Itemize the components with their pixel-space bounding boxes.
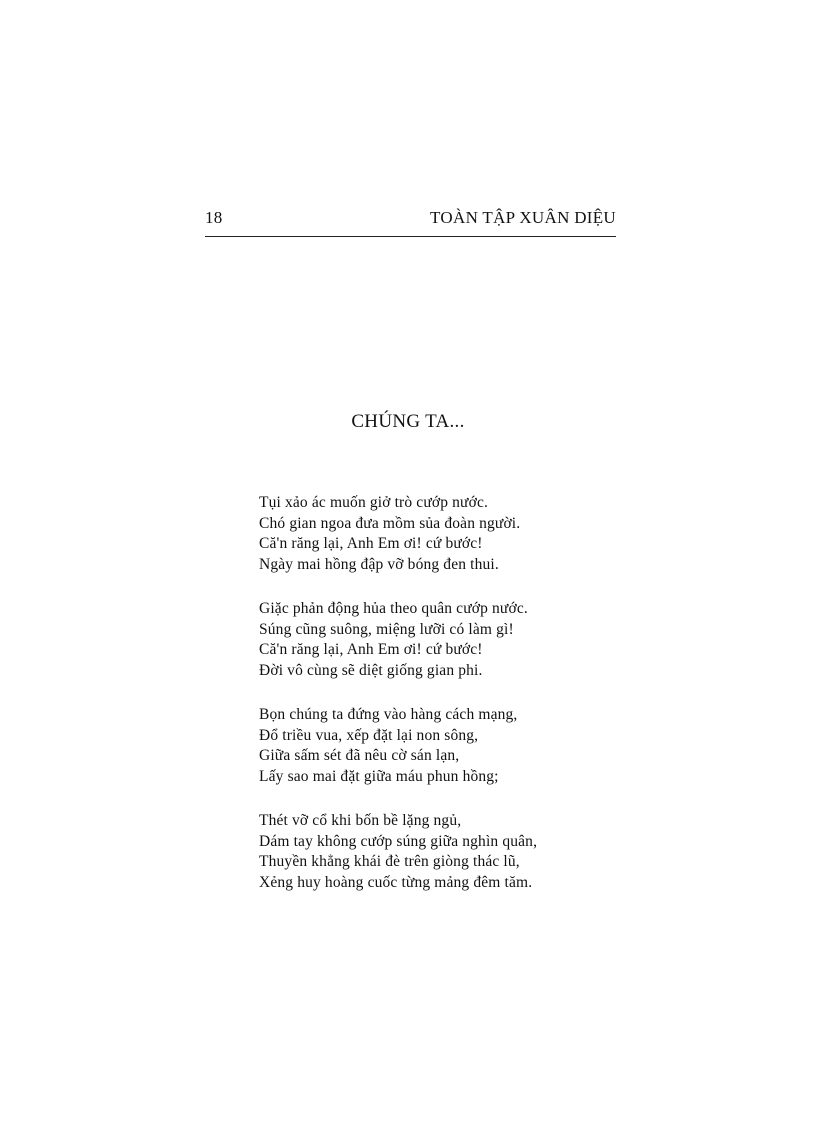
page-header (205, 206, 616, 237)
verse-line: Giặc phản động hủa theo quân cướp nước. (259, 600, 528, 617)
page-number: 18 (205, 208, 223, 227)
verse-line: Xẻng huy hoàng cuốc từng mảng đêm tăm. (259, 873, 533, 891)
poem-title: CHÚNG TA... (351, 411, 465, 432)
verse-line: Chó gian ngoa đưa mồm sủa đoàn người. (259, 514, 521, 532)
verse-line: Tụi xảo ác muốn giở trò cướp nước. (259, 494, 488, 511)
verse-line: Că'n răng lại, Anh Em ơi! cứ bước! (259, 535, 483, 552)
verse-line: Că'n răng lại, Anh Em ơi! cứ bước! (259, 641, 483, 658)
running-title: TOÀN TẬP XUÂN DIỆU (430, 208, 616, 227)
verse-line: Giữa sấm sét đã nêu cờ sán lạn, (259, 747, 460, 764)
stanza-4 (259, 811, 619, 893)
verse-line: Thuyền khẳng khái đè trên giòng thác lũ, (259, 853, 520, 870)
verse-line: Thét vỡ cổ khi bốn bề lặng ngủ, (259, 812, 462, 829)
stanza-2 (259, 599, 619, 681)
verse-line: Dám tay không cướp súng giữa nghìn quân, (259, 832, 538, 850)
verse-line: Ngày mai hồng đập vỡ bóng đen thui. (259, 555, 499, 573)
verse-line: Súng cũng suông, miệng lưỡi có làm gì! (259, 620, 514, 638)
verse-line: Lấy sao mai đặt giữa máu phun hồng; (259, 767, 499, 785)
poem-body (259, 493, 619, 917)
verse-line: Bọn chúng ta đứng vào hàng cách mạng, (259, 706, 518, 723)
verse-line: Đổ triều vua, xếp đặt lại non sông, (259, 726, 479, 744)
stanza-3 (259, 705, 619, 787)
stanza-1 (259, 493, 619, 575)
verse-line: Đời vô cùng sẽ diệt giống gian phi. (259, 661, 483, 679)
